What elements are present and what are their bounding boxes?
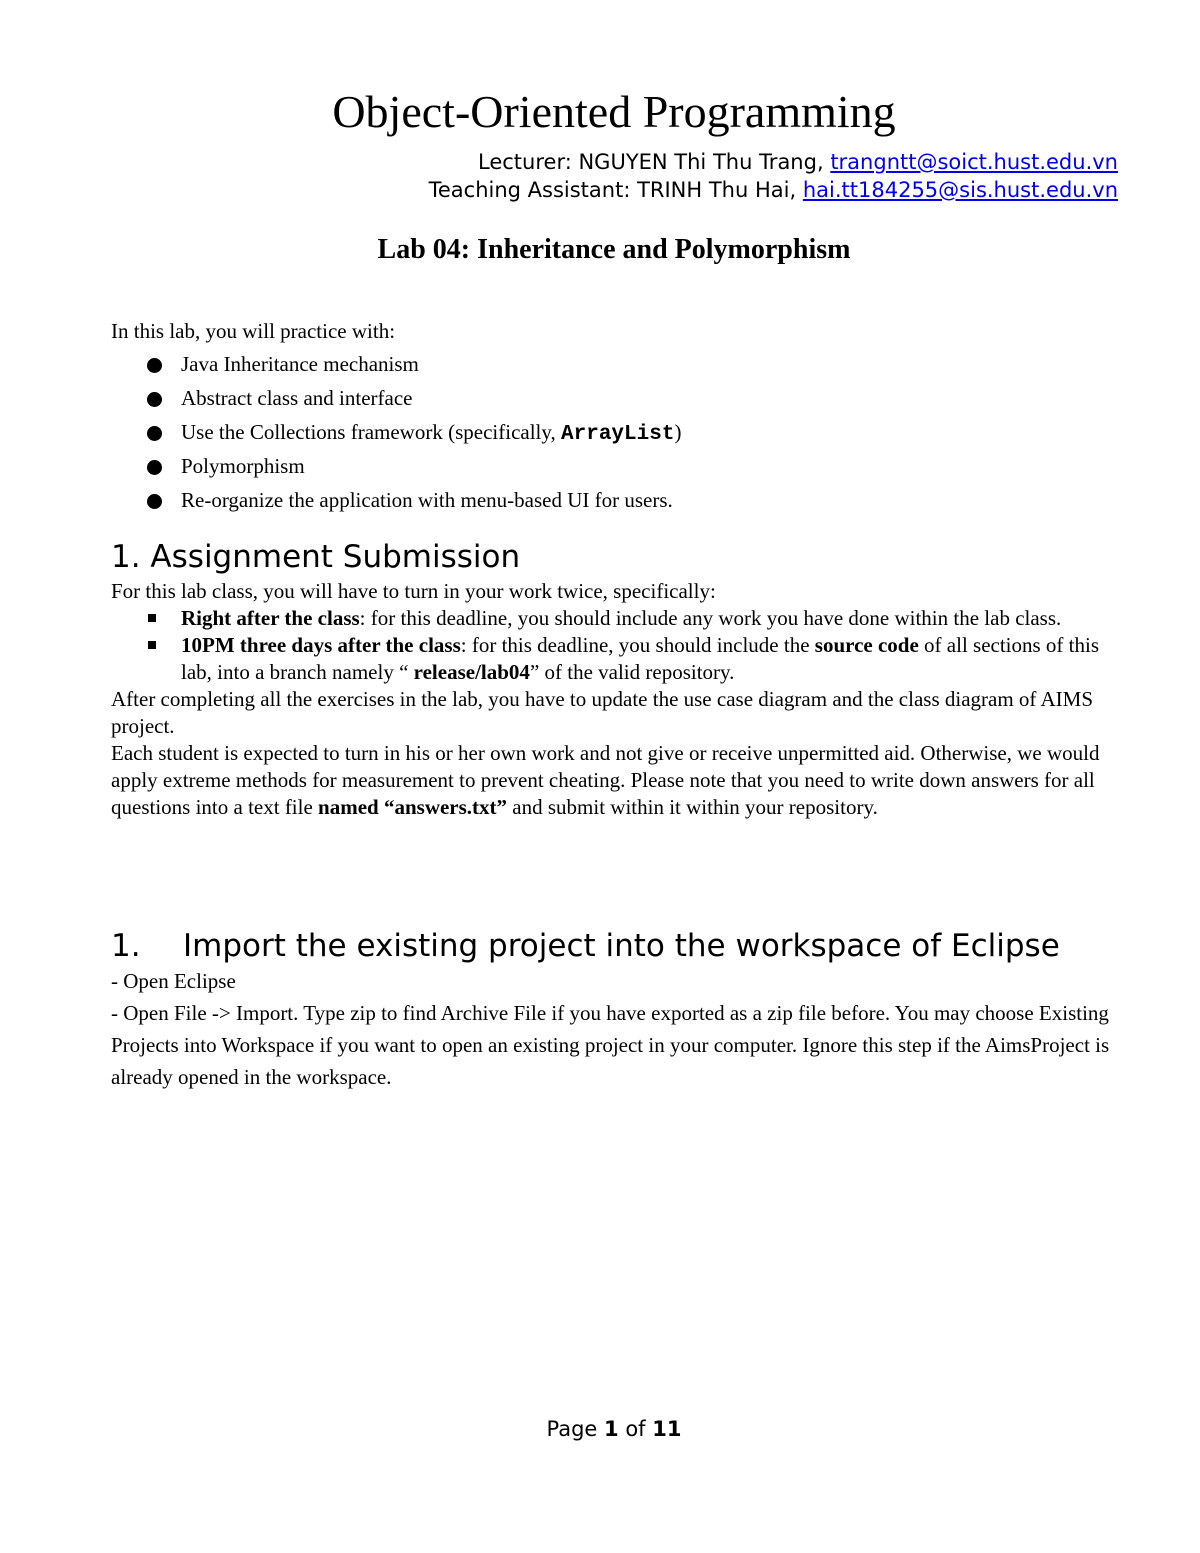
square-bullet-icon	[148, 614, 156, 622]
section-title: Import the existing project into the workspace of Eclipse	[183, 928, 1060, 964]
bullet-icon	[147, 460, 162, 475]
intro-list	[147, 349, 681, 519]
bullet-icon	[147, 494, 162, 509]
list-item: Re-organize the application with menu-based UI for users.	[147, 485, 681, 519]
list-item: Right after the class: for this deadline, you should include any work you have done within the lab class.	[111, 605, 1121, 632]
list-item: Use the Collections framework (specifically, ArrayList)	[147, 417, 681, 451]
list-item: Abstract class and interface	[147, 383, 681, 417]
page-footer: Page 1 of 11	[546, 1417, 682, 1441]
section-number: 1.	[111, 928, 141, 964]
section-heading-submission: 1. Assignment Submission	[111, 539, 521, 575]
list-item: 10PM three days after the class: for this deadline, you should include the source code of all sections of this lab, into a branch namely “ release/lab04” of the valid repository.	[111, 632, 1121, 686]
import-section	[111, 965, 1121, 1093]
list-item: Polymorphism	[147, 451, 681, 485]
import-step-2: - Open File -> Import. Type zip to find Archive File if you have exported as a zip file before. You may choose Existing Projects into Workspace if you want to open an existing project in your computer. Ignore this step if the AimsProject is already opened in the workspace.	[111, 1001, 1110, 1089]
submission-paragraph: After completing all the exercises in the lab, you have to update the use case diagram and the class diagram of AIMS project.	[111, 687, 1094, 738]
lab-title: Lab 04: Inheritance and Polymorphism	[377, 234, 851, 265]
ta-label: Teaching Assistant: TRINH Thu Hai,	[428, 178, 797, 202]
current-page-number: 1	[604, 1417, 619, 1441]
submission-list	[111, 605, 1121, 686]
submission-section	[111, 578, 1121, 821]
code-term: ArrayList	[561, 423, 675, 446]
lecturer-label: Lecturer: NGUYEN Thi Thu Trang,	[478, 150, 824, 174]
intro-lead: In this lab, you will practice with:	[111, 319, 396, 343]
ta-line	[429, 176, 1118, 204]
document-title: Object-Oriented Programming	[332, 86, 896, 137]
ta-email-link[interactable]: hai.tt184255@sis.hust.edu.vn	[802, 178, 1118, 202]
submission-lead: For this lab class, you will have to turn in your work twice, specifically:	[111, 579, 716, 603]
square-bullet-icon	[148, 641, 156, 649]
import-step-1: - Open Eclipse	[111, 969, 236, 993]
lecturer-line	[478, 148, 1118, 176]
bullet-icon	[147, 426, 162, 441]
list-item: Java Inheritance mechanism	[147, 349, 681, 383]
section-heading-import	[111, 926, 1060, 966]
lecturer-email-link[interactable]: trangntt@soict.hust.edu.vn	[830, 150, 1118, 174]
integrity-paragraph: Each student is expected to turn in his or her own work and not give or receive unpermitted aid. Otherwise, we would apply extreme methods for measurement to prevent cheating. Please note that you need to write down answers for all questions into a text file named “answers.txt” and submit within it within your repository.	[111, 741, 1100, 819]
bullet-icon	[147, 358, 162, 373]
total-page-number: 11	[652, 1417, 682, 1441]
bullet-icon	[147, 392, 162, 407]
